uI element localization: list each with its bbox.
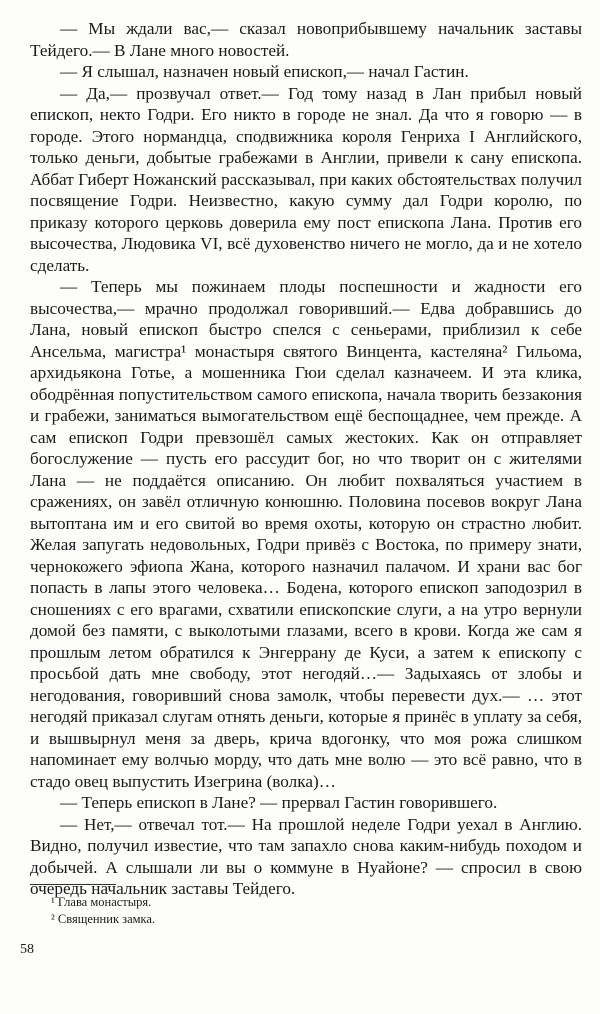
page-number: 58 <box>20 942 34 957</box>
footnote-1: ¹ Глава монастыря. <box>51 895 152 909</box>
paragraph-6: — Нет,— отвечал тот.— На прошлой неделе Годри уехал в Англию. Видно, получил известие, что там запахло снова каким-нибудь походом и добычей. А слышали ли вы о коммуне в Нуайоне? — спросил в свою очередь начальник заставы Тейдего. <box>30 814 582 898</box>
paragraph-1: — Мы ждали вас,— сказал новоприбывшему начальник заставы Тейдего.— В Лане много новостей. <box>30 19 582 60</box>
body-text <box>30 18 582 900</box>
footnote-rule <box>30 884 116 885</box>
paragraph-2: — Я слышал, назначен новый епископ,— начал Гастин. <box>60 62 469 81</box>
paragraph-3: — Да,— прозвучал ответ.— Год тому назад в Лан прибыл новый епископ, некто Годри. Его никто в городе не знал. Да что я говорю — в городе. Этого нормандца, сподвижника короля Генриха I Английского, только деньги, добытые грабежами в Англии, привели к сану епископа. Аббат Гиберт Ножанский рассказывал, при каких обстоятельствах получил посвящение Годри. Неизвестно, какую сумму дал Годри королю, по приказу которого церковь доверила ему пост епископа Лана. Против его высочества, Людовика VI, всё духовенство ничего не могло, да и не хотело сделать. <box>30 83 582 275</box>
paragraph-4: — Теперь мы пожинаем плоды поспешности и жадности его высочества,— мрачно продолжал говоривший.— Едва добравшись до Лана, новый епископ быстро спелся с сеньерами, приблизил к себе Ансельма, магистра¹ монастыря святого Винцента, кастеляна² Гильома, архидьякона Готье, а мошенника Гюи сделал казначеем. И эта клика, ободрённая попустительством самого епископа, начала творить беззакония и грабежи, заниматься вымогательством ещё беспощаднее, чем прежде. А сам епископ Годри превзошёл самых жестоких. Как он отправляет богослужение — пусть его рассудит бог, но что творит он с жителями Лана — не поддаётся описанию. Он любит похваляться участием в сражениях, он завёл отличную конюшню. Половина посевов вокруг Лана вытоптана им и его свитой во время охоты, которую он страстно любит. Желая запугать недовольных, Годри привёз с Востока, по примеру знати, чернокожего эфиопа Жана, которого назначил палачом. И храни вас бог попасть в лапы этого человека… Бодена, которого епископ заподозрил в сношениях с его врагами, схватили епископские слуги, а на утро вернули домой без памяти, с выколотыми глазами, всего в крови. Когда же сам я прошлым летом обратился к Энгеррану де Куси, а затем к епископу с просьбой дать мне свободу, этот негодяй…— Задыхаясь от злобы и негодования, говоривший снова замолк, чтобы перевести дух.— … этот негодяй приказал слугам отнять деньги, которые я принёс в уплату за себя, и вышвырнул меня за дверь, крича вдогонку, что моя рожа слишком напоминает ему волчью морду, что дать мне волю — это всё равно, что в стадо овец выпустить Изегрина (волка)… <box>30 277 582 791</box>
footnotes <box>30 894 570 928</box>
footnote-2: ² Священник замка. <box>51 912 156 926</box>
paragraph-5: — Теперь епископ в Лане? — прервал Гастин говорившего. <box>60 793 498 812</box>
